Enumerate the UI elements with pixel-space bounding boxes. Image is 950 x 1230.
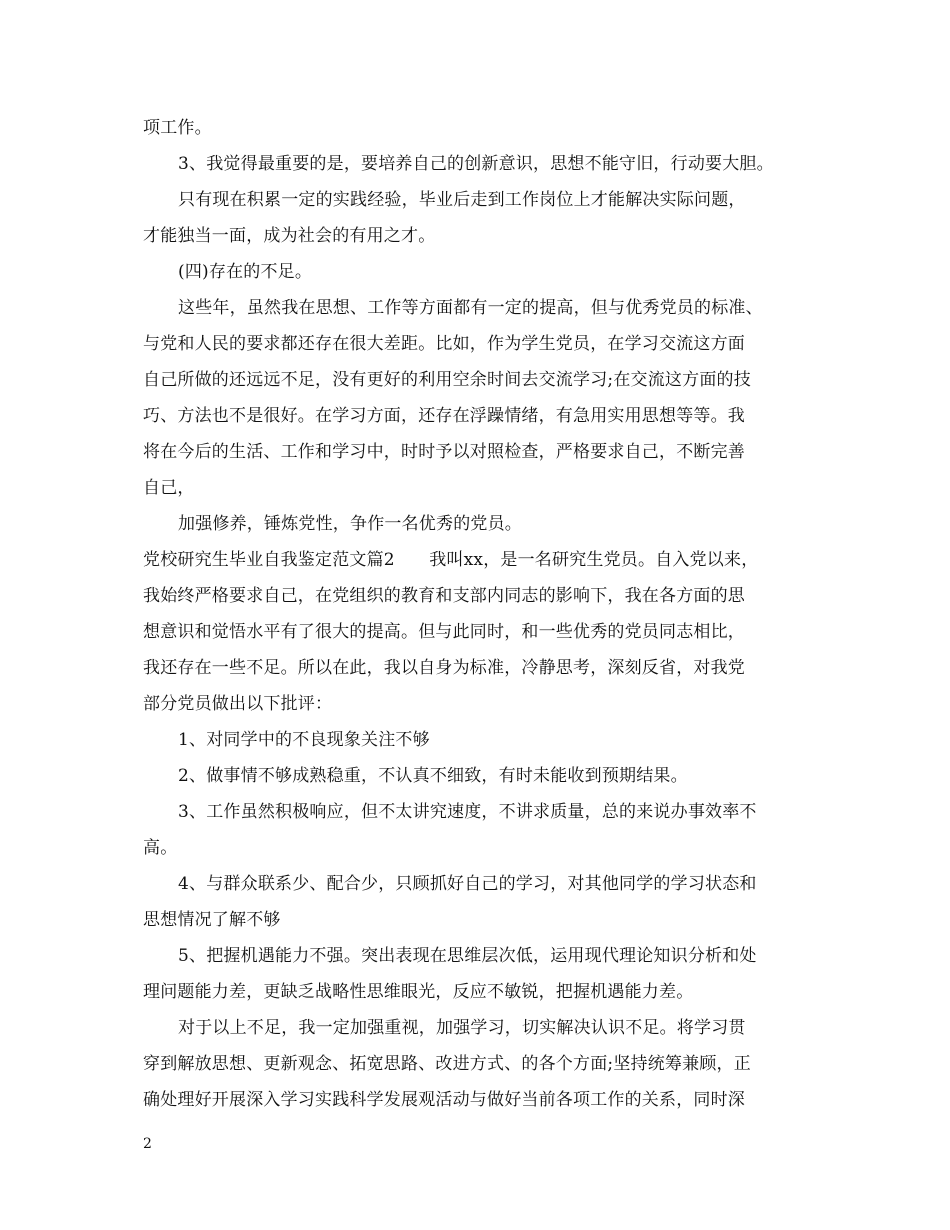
text-line: 想意识和觉悟水平有了很大的提高。但与此同时，和一些优秀的党员同志相比，: [143, 622, 745, 642]
page-number: 2: [143, 1136, 152, 1152]
text-line: 确处理好开展深入学习实践科学发展观活动与做好当前各项工作的关系，同时深: [143, 1090, 745, 1110]
text-line: 我还存在一些不足。所以在此，我以自身为标准，冷静思考，深刻反省，对我党: [143, 658, 745, 678]
text-line: 项工作。: [143, 118, 212, 138]
text-line: 与党和人民的要求都还存在很大差距。比如，作为学生党员，在学习交流这方面: [143, 334, 745, 354]
list-item: 2、做事情不够成熟稳重，不认真不细致，有时未能收到预期结果。: [178, 766, 688, 786]
text-line: 自己，: [143, 478, 195, 498]
list-item: 4、与群众联系少、配合少，只顾抓好自己的学习，对其他同学的学习状态和: [178, 874, 757, 894]
text-line: 这些年，虽然我在思想、工作等方面都有一定的提高，但与优秀党员的标准、: [178, 298, 763, 318]
text-line: 穿到解放思想、更新观念、拓宽思路、改进方式、的各个方面;坚持统筹兼顾，正: [143, 1054, 751, 1074]
text-line: 自己所做的还远远不足，没有更好的利用空余时间去交流学习;在交流这方面的技: [143, 370, 751, 390]
list-item: 1、对同学中的不良现象关注不够: [178, 730, 430, 750]
text-line: 加强修养，锤炼党性，争作一名优秀的党员。: [178, 514, 522, 534]
text-line: 将在今后的生活、工作和学习中，时时予以对照检查，严格要求自己，不断完善: [143, 442, 745, 462]
text-line: 思想情况了解不够: [143, 910, 281, 930]
text-line: 巧、方法也不是很好。在学习方面，还存在浮躁情绪，有急用实用思想等等。我: [143, 406, 745, 426]
list-item: 3、工作虽然积极响应，但不太讲究速度，不讲求质量，总的来说办事效率不: [178, 802, 757, 822]
article-title-line: 党校研究生毕业自我鉴定范文篇2 我叫xx，是一名研究生党员。自入党以来，: [143, 550, 759, 570]
text-line: 理问题能力差，更缺乏战略性思维眼光，反应不敏锐，把握机遇能力差。: [143, 982, 694, 1002]
text-line: 部分党员做出以下批评：: [143, 694, 333, 714]
text-line: 高。: [143, 838, 178, 858]
text-line: 只有现在积累一定的实践经验，毕业后走到工作岗位上才能解决实际问题，: [178, 190, 746, 210]
text-line: 我始终严格要求自己，在党组织的教育和支部内同志的影响下，我在各方面的思: [143, 586, 745, 606]
text-line: 对于以上不足，我一定加强重视，加强学习，切实解决认识不足。将学习贯: [178, 1018, 746, 1038]
text-line: 3、我觉得最重要的是，要培养自己的创新意识，思想不能守旧，行动要大胆。: [178, 154, 774, 174]
section-heading: (四)存在的不足。: [178, 262, 313, 282]
text-line: 才能独当一面，成为社会的有用之才。: [143, 226, 436, 246]
list-item: 5、把握机遇能力不强。突出表现在思维层次低，运用现代理论知识分析和处: [178, 946, 757, 966]
